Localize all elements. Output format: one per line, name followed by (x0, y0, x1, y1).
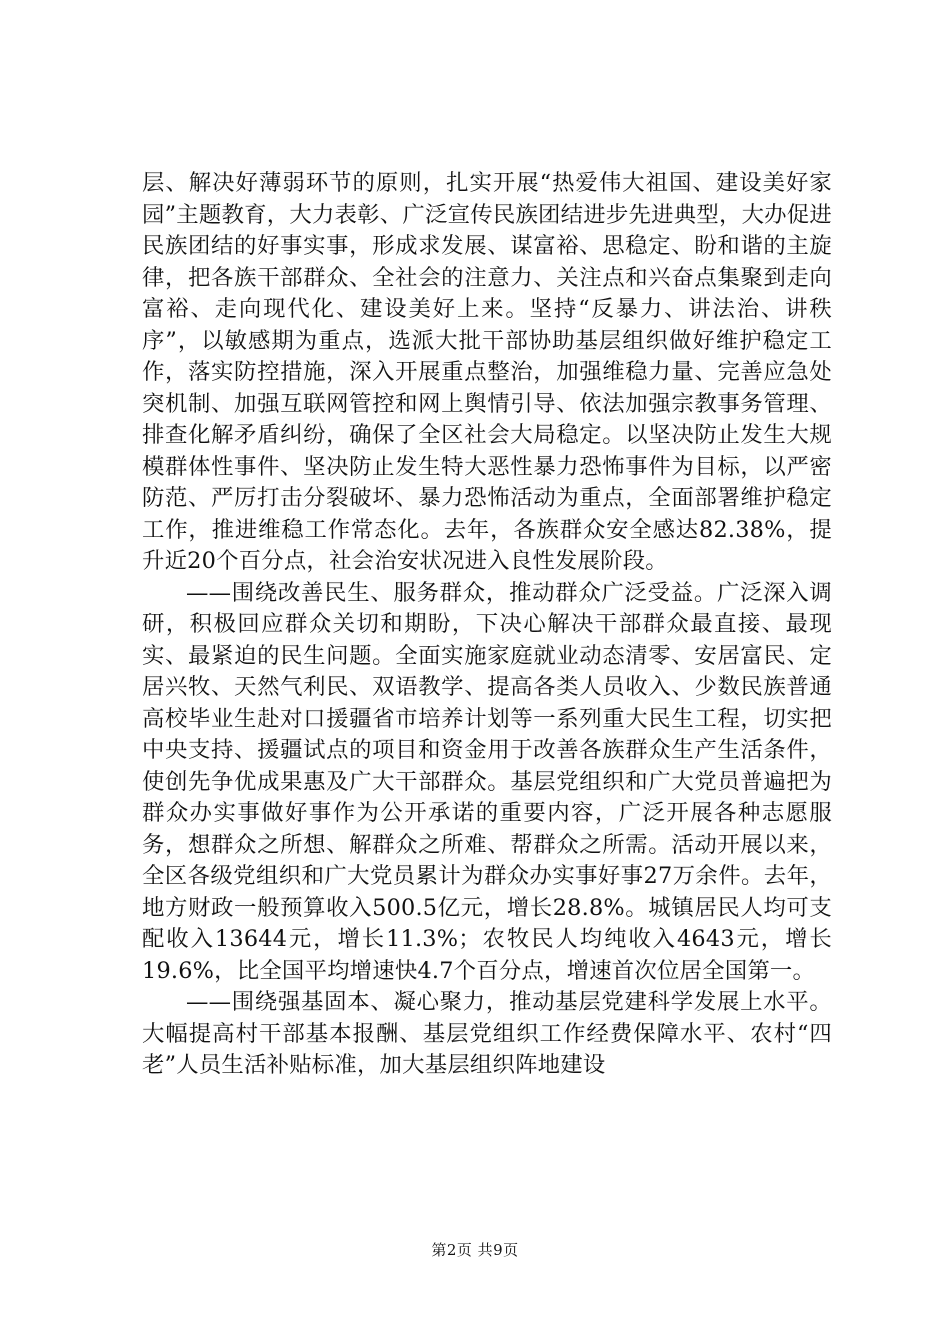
page-number-footer: 第2页 共9页 (431, 1241, 519, 1259)
paragraph-3: ——围绕强基固本、凝心聚力，推动基层党建科学发展上水平。大幅提高村干部基本报酬、基层党组织工作经费保障水平、农村“四老”人员生活补贴标准，加大基层组织阵地建设 (142, 989, 832, 1078)
paragraph-1: 层、解决好薄弱环节的原则，扎实开展“热爱伟大祖国、建设美好家园”主题教育，大力表彰、广泛宣传民族团结进步先进典型，大办促进民族团结的好事实事，形成求发展、谋富裕、思稳定、盼和谐的主旋律，把各族干部群众、全社会的注意力、关注点和兴奋点集聚到走向富裕、走向现代化、建设美好上来。坚持“反暴力、讲法治、讲秩序”，以敏感期为重点，选派大批干部协助基层组织做好维护稳定工作，落实防控措施，深入开展重点整治，加强维稳力量、完善应急处突机制、加强互联网管控和网上舆情引导、依法加强宗教事务管理、排查化解矛盾纠纷，确保了全区社会大局稳定。以坚决防止发生大规模群体性事件、坚决防止发生特大恶性暴力恐怖事件为目标，以严密防范、严厉打击分裂破坏、暴力恐怖活动为重点，全面部署维护稳定工作，推进维稳工作常态化。去年，各族群众安全感达82.38%，提升近20个百分点，社会治安状况进入良性发展阶段。 (142, 170, 832, 574)
document-body (142, 168, 832, 1082)
paragraph-2: ——围绕改善民生、服务群众，推动群众广泛受益。广泛深入调研，积极回应群众关切和期盼，下决心解决干部群众最直接、最现实、最紧迫的民生问题。全面实施家庭就业动态清零、安居富民、定居兴牧、天然气利民、双语教学、提高各类人员收入、少数民族普通高校毕业生赴对口援疆省市培养计划等一系列重大民生工程，切实把中央支持、援疆试点的项目和资金用于改善各族群众生产生活条件，使创先争优成果惠及广大干部群众。基层党组织和广大党员普遍把为群众办实事做好事作为公开承诺的重要内容，广泛开展各种志愿服务，想群众之所想、解群众之所难、帮群众之所需。活动开展以来，全区各级党组织和广大党员累计为群众办实事好事27万余件。去年，地方财政一般预算收入500.5亿元，增长28.8%。城镇居民人均可支配收入13644元，增长11.3%；农牧民人均纯收入4643元，增长19.6%，比全国平均增速快4.7个百分点，增速首次位居全国第一。 (142, 579, 832, 984)
